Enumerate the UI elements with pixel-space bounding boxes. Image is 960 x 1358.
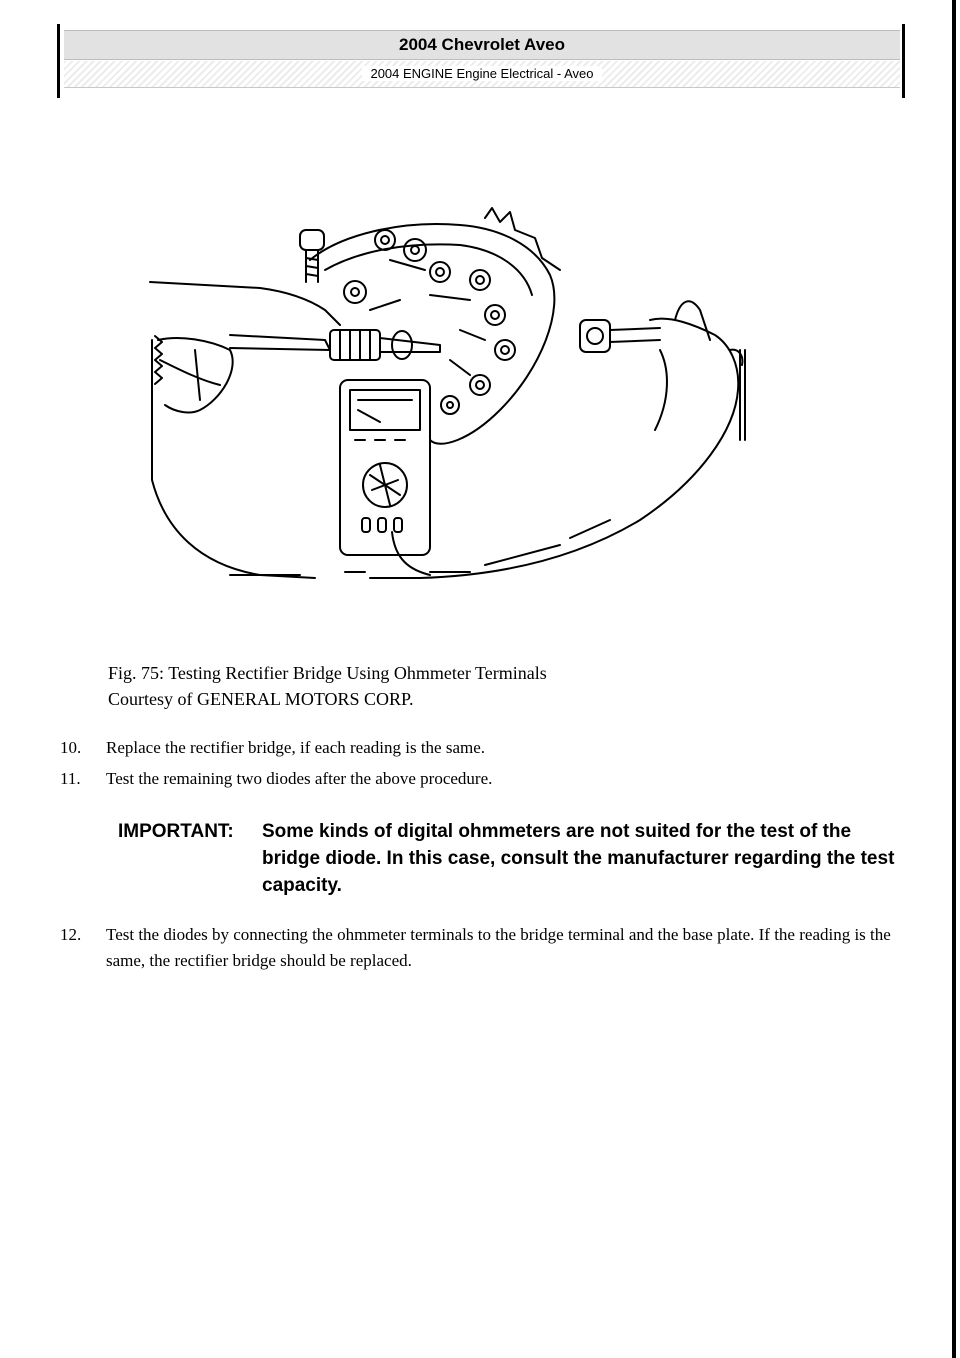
probe-left [230,330,440,360]
important-label: IMPORTANT: [118,821,234,842]
caption-line-2: Courtesy of GENERAL MOTORS CORP. [108,689,414,709]
step-number: 10. [60,738,82,757]
caption-line-1: Fig. 75: Testing Rectifier Bridge Using Ohmmeter Terminals [108,663,547,683]
figure-caption [108,660,547,712]
probe-right [580,320,660,352]
test-leads [230,520,610,575]
document-title: 2004 Chevrolet Aveo [64,30,900,60]
step-text: Replace the rectifier bridge, if each reading is the same. [106,738,486,757]
important-text: Some kinds of digital ohmmeters are not suited for the test of the bridge diode. In this case, consult the manufacturer regarding the test capacity. [262,821,895,896]
step-number: 12. [60,925,82,944]
document-subtitle [64,61,900,88]
step-12 [60,922,900,978]
figure-illustration [140,200,770,600]
rectifier-outline [310,224,554,444]
terminal-stud [300,230,324,282]
step-11 [60,766,860,792]
multimeter [340,380,430,575]
document-subtitle-text: 2004 ENGINE Engine Electrical - Aveo [362,66,601,81]
header-rule-right [902,24,905,98]
page-edge-rule [952,0,956,1358]
header-rule-left [57,24,60,98]
step-number: 11. [60,769,81,788]
step-text: Test the diodes by connecting the ohmmeter terminals to the bridge terminal and the base plate. If the reading is the same, the rectifier bridge should be replaced. [106,925,891,970]
step-10 [60,735,860,761]
left-hand [150,282,340,578]
step-text: Test the remaining two diodes after the above procedure. [106,769,493,788]
ohmmeter-rectifier-illustration-icon [140,200,770,600]
